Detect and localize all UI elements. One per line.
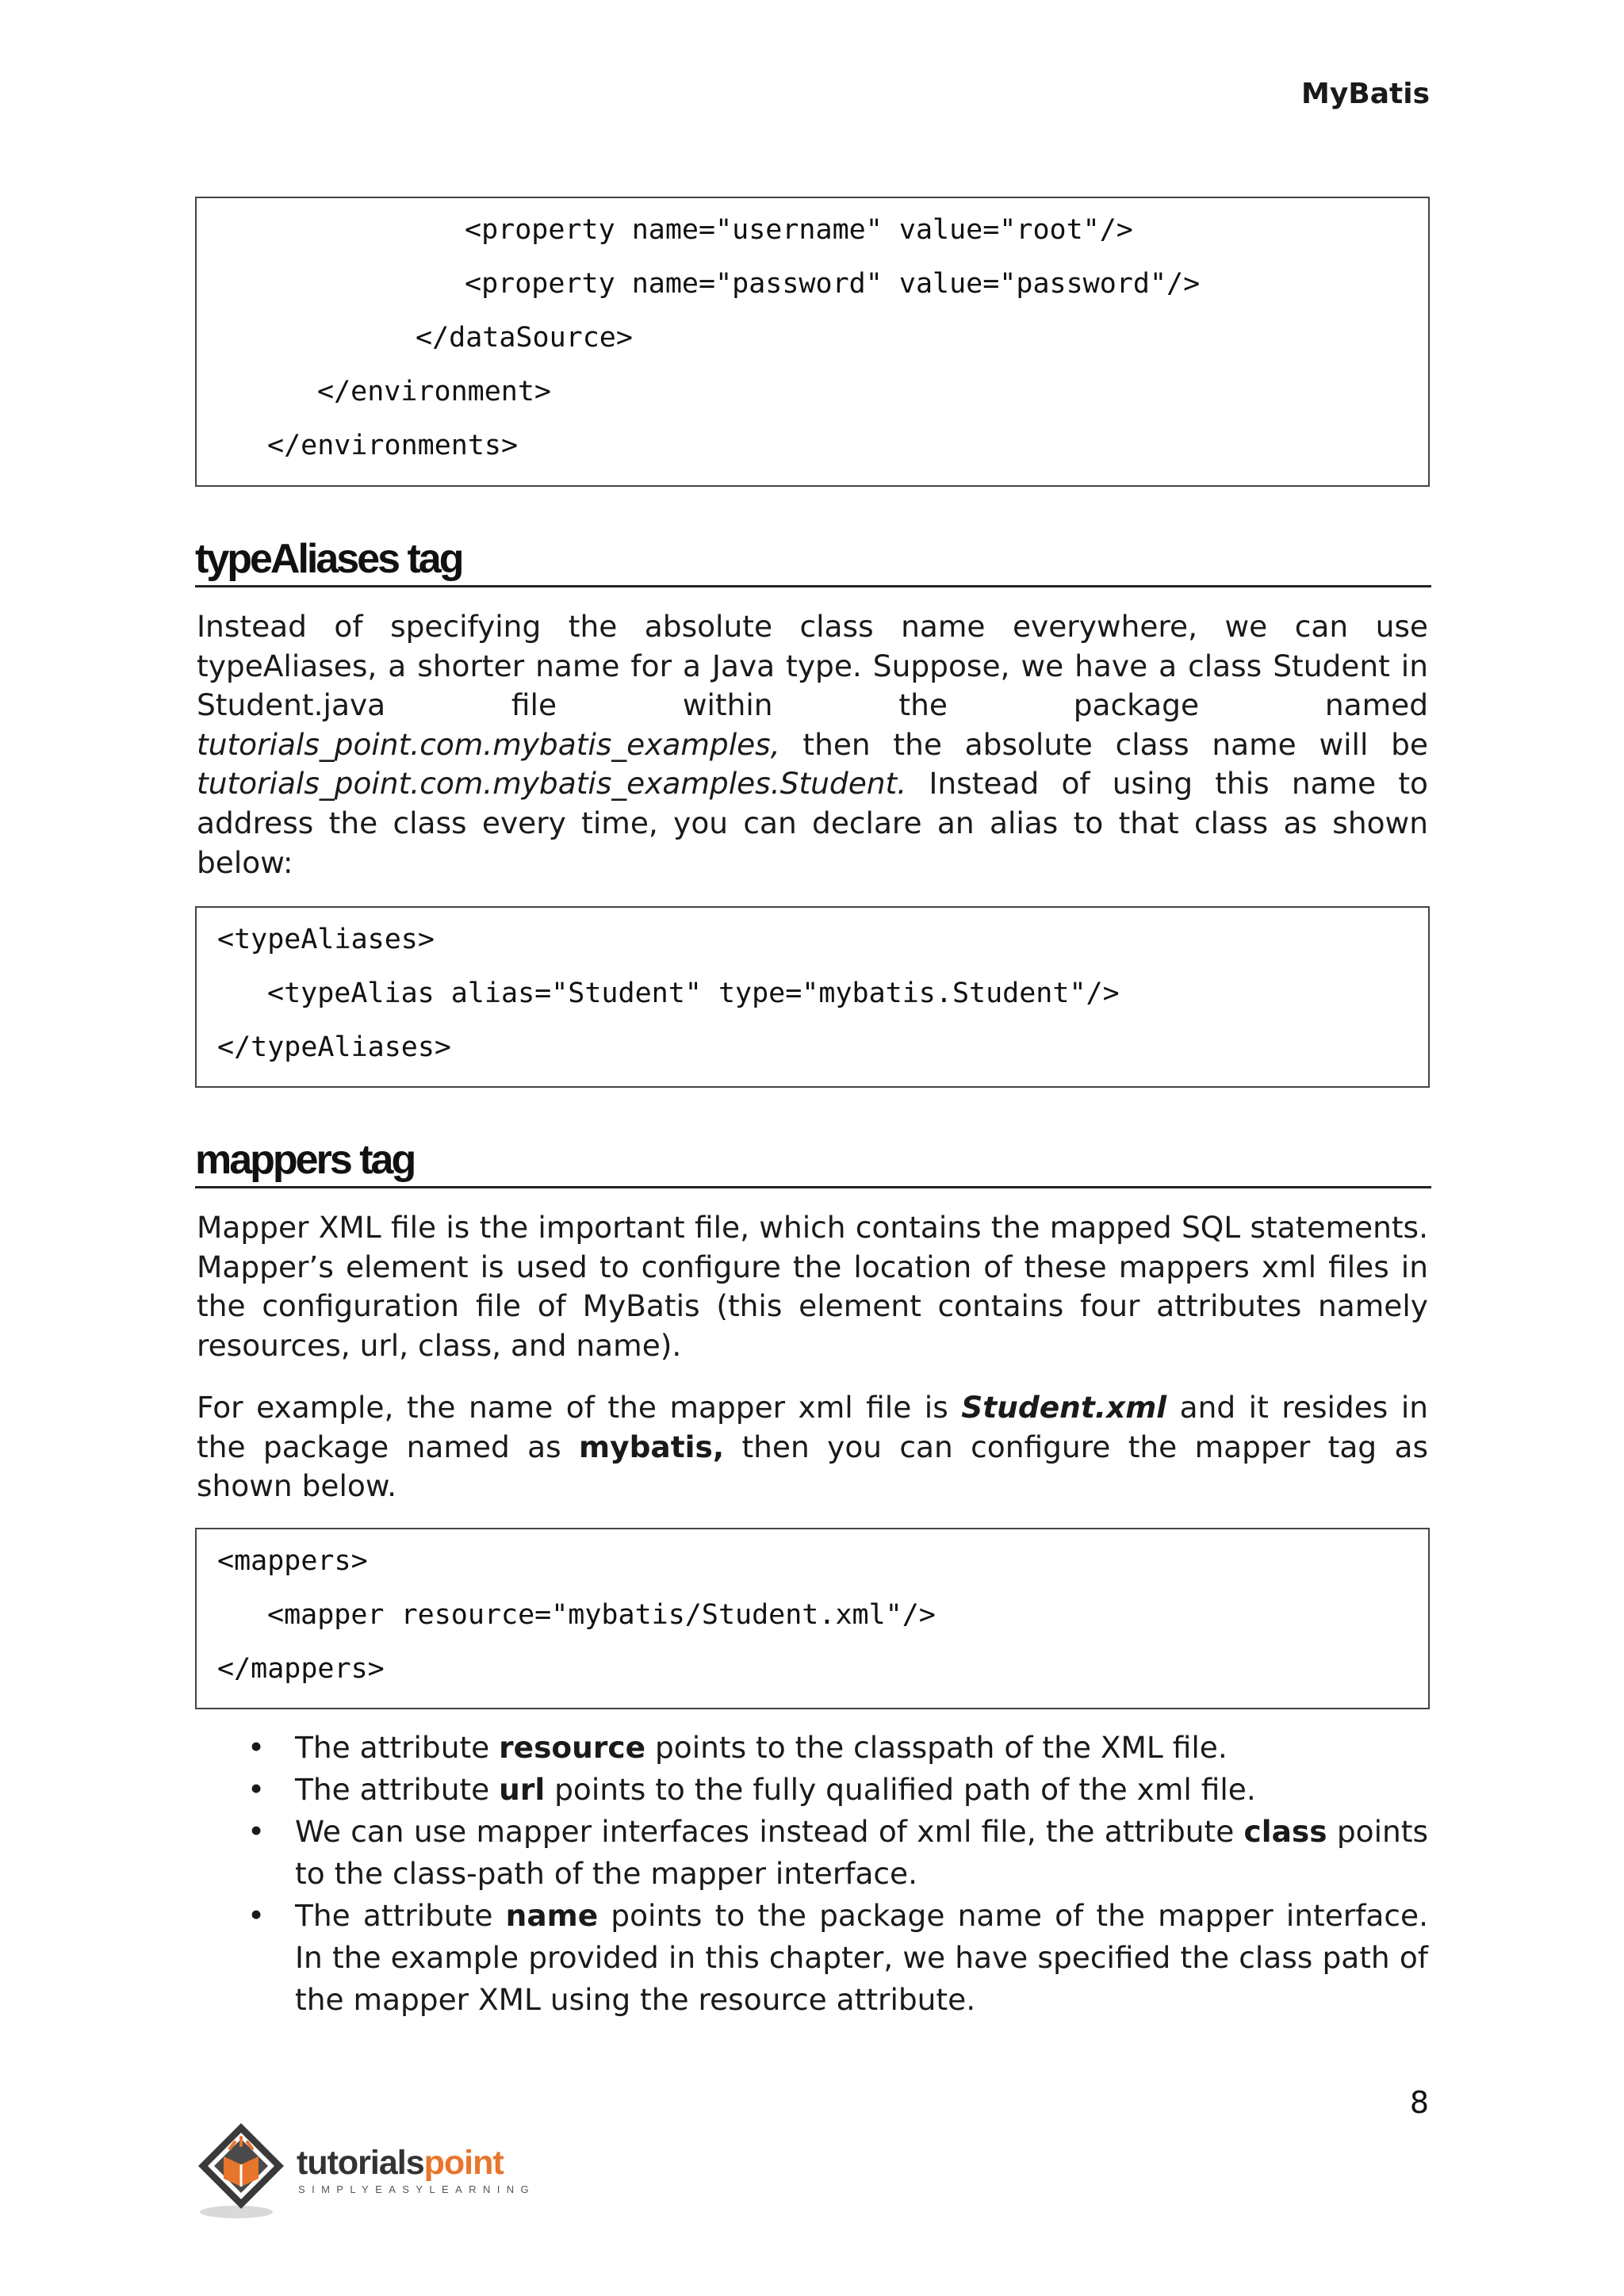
logo-word-point: point	[423, 2144, 504, 2182]
code-line: </dataSource>	[416, 322, 633, 354]
code-line: <typeAliases>	[217, 924, 435, 955]
text-run: points to the class-path of the mapper interface.	[295, 1814, 1429, 1891]
text-run: For example, the name of the mapper xml file is	[197, 1390, 962, 1425]
bold-attribute-name: class	[1243, 1814, 1327, 1849]
code-line: </mappers>	[217, 1653, 385, 1685]
mapper-attributes-list	[197, 1727, 1428, 2021]
section-heading-typealiases: typeAliases tag	[195, 534, 1431, 587]
bold-package-name: mybatis,	[579, 1429, 725, 1464]
bullet-icon: •	[247, 1898, 266, 1933]
text-run: points to the fully qualified path of the xml file.	[545, 1772, 1256, 1807]
code-line: <property name="username" value="root"/>	[465, 214, 1133, 246]
section-heading-mappers: mappers tag	[195, 1135, 1431, 1188]
code-line: </typeAliases>	[217, 1031, 452, 1063]
text-run: The attribute	[295, 1730, 500, 1765]
bold-attribute-name: url	[499, 1772, 546, 1807]
paragraph-mappers-intro: Mapper XML file is the important file, which contains the mapped SQL statements. Mapper’s element is used to configure the location of these mappers xml files in the configuration file of MyBatis (this element contains four attributes namely resources, url, class, and name).	[197, 1210, 1428, 1363]
bold-attribute-name: name	[505, 1898, 599, 1933]
list-item	[197, 1895, 1428, 2021]
list-item	[197, 1811, 1428, 1895]
logo-wordmark	[297, 2145, 504, 2180]
tutorialspoint-logo-icon	[195, 2118, 298, 2221]
bullet-icon: •	[247, 1772, 266, 1807]
code-line: <property name="password" value="password"/>	[465, 268, 1201, 300]
code-line: </environments>	[267, 430, 519, 461]
bold-attribute-name: resource	[499, 1730, 646, 1765]
paragraph-typealiases	[197, 607, 1428, 882]
page-number: 8	[1409, 2085, 1429, 2120]
logo-tagline: SIMPLYEASYLEARNING	[298, 2183, 536, 2195]
text-run: points to the package name of the mapper interface. In the example provided in this chapter, we have specified the class path of the mapper XML using the resource attribute.	[295, 1898, 1429, 2017]
italic-class-name: tutorials_point.com.mybatis_examples.Student.	[197, 766, 907, 802]
text-run: The attribute	[295, 1898, 506, 1933]
text-run: then you can configure the mapper tag as shown below.	[197, 1429, 1428, 1504]
code-block-environments	[195, 197, 1430, 487]
list-item	[197, 1727, 1428, 1769]
logo-word-tutorials: tutorials	[297, 2144, 424, 2182]
bold-italic-filename: Student.xml	[961, 1390, 1167, 1425]
code-line: <mapper resource="mybatis/Student.xml"/>	[267, 1599, 936, 1631]
text-run: Instead of specifying the absolute class name everywhere, we can use typeAliases, a shorter name for a Java type. Suppose, we have a class Student in Student.java file within the package named	[197, 609, 1428, 723]
text-run: and it resides in the package named as	[197, 1390, 1428, 1464]
list-item	[197, 1769, 1428, 1811]
running-header: MyBatis	[1301, 78, 1430, 110]
text-run: The attribute	[295, 1772, 500, 1807]
text-run: Instead of using this name to address the class every time, you can declare an alias to that class as shown below:	[197, 766, 1428, 880]
tutorialspoint-logo	[195, 2118, 536, 2221]
text-run: points to the classpath of the XML file.	[645, 1730, 1228, 1765]
bullet-icon: •	[247, 1814, 266, 1849]
code-line: <mappers>	[217, 1545, 368, 1577]
code-block-typealiases	[195, 906, 1430, 1088]
code-line: </environment>	[317, 376, 552, 408]
code-block-mappers	[195, 1528, 1430, 1709]
italic-package-name: tutorials_point.com.mybatis_examples,	[197, 726, 780, 762]
bullet-icon: •	[247, 1730, 266, 1765]
code-line: <typeAlias alias="Student" type="mybatis.Student"/>	[267, 978, 1120, 1009]
text-run: then the absolute class name will be	[779, 726, 1428, 762]
text-run: We can use mapper interfaces instead of xml file, the attribute	[295, 1814, 1244, 1849]
paragraph-mappers-example	[197, 1388, 1428, 1506]
